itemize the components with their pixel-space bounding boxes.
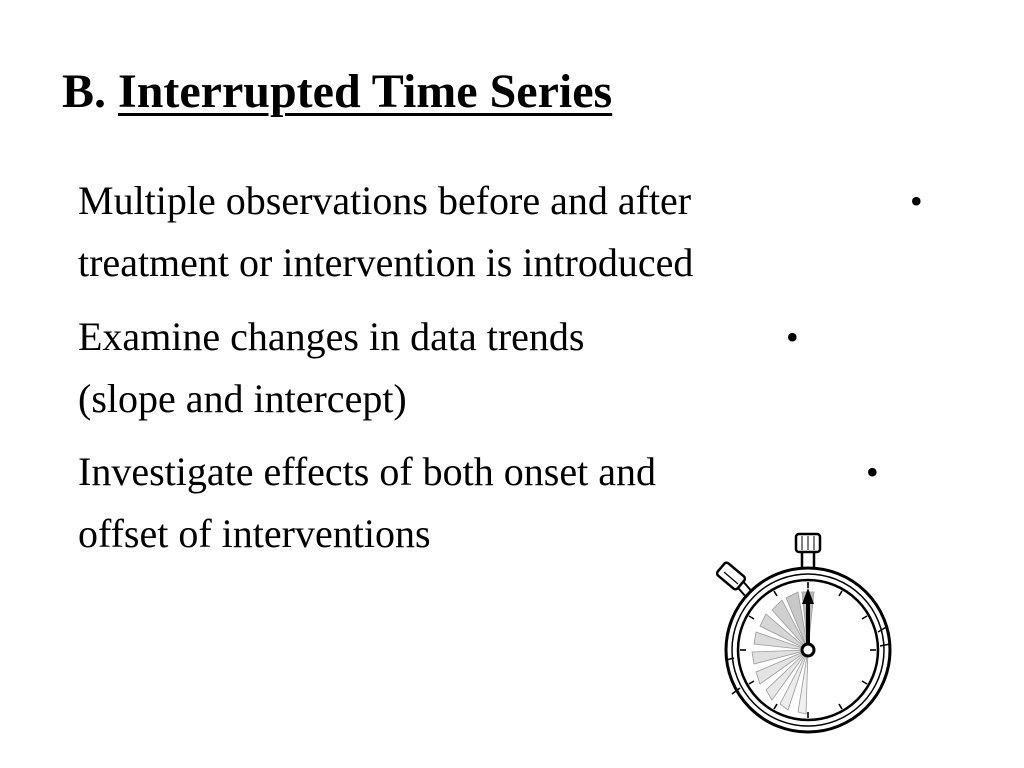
bullet-text-line: Multiple observations before and after bbox=[78, 178, 692, 223]
bullet-item bbox=[78, 306, 799, 430]
bullet-text-line: Examine changes in data trends bbox=[78, 314, 585, 359]
bullet-text-line: Investigate effects of both onset and bbox=[78, 449, 656, 494]
bullet-marker: • bbox=[866, 452, 879, 492]
bullet-marker: • bbox=[910, 181, 923, 221]
title-prefix: B. bbox=[62, 65, 107, 118]
title-main: Interrupted Time Series bbox=[118, 65, 613, 118]
bullet-item bbox=[78, 441, 879, 565]
bullet-text-line: offset of interventions bbox=[78, 511, 431, 556]
bullet-text-line: (slope and intercept) bbox=[78, 376, 407, 421]
stopwatch-crown bbox=[796, 534, 820, 572]
slide-title bbox=[62, 62, 612, 122]
stopwatch-icon bbox=[710, 528, 900, 738]
bullet-marker: • bbox=[786, 317, 799, 357]
bullet-item bbox=[78, 170, 923, 294]
bullet-text-line: treatment or intervention is introduced bbox=[78, 240, 694, 285]
